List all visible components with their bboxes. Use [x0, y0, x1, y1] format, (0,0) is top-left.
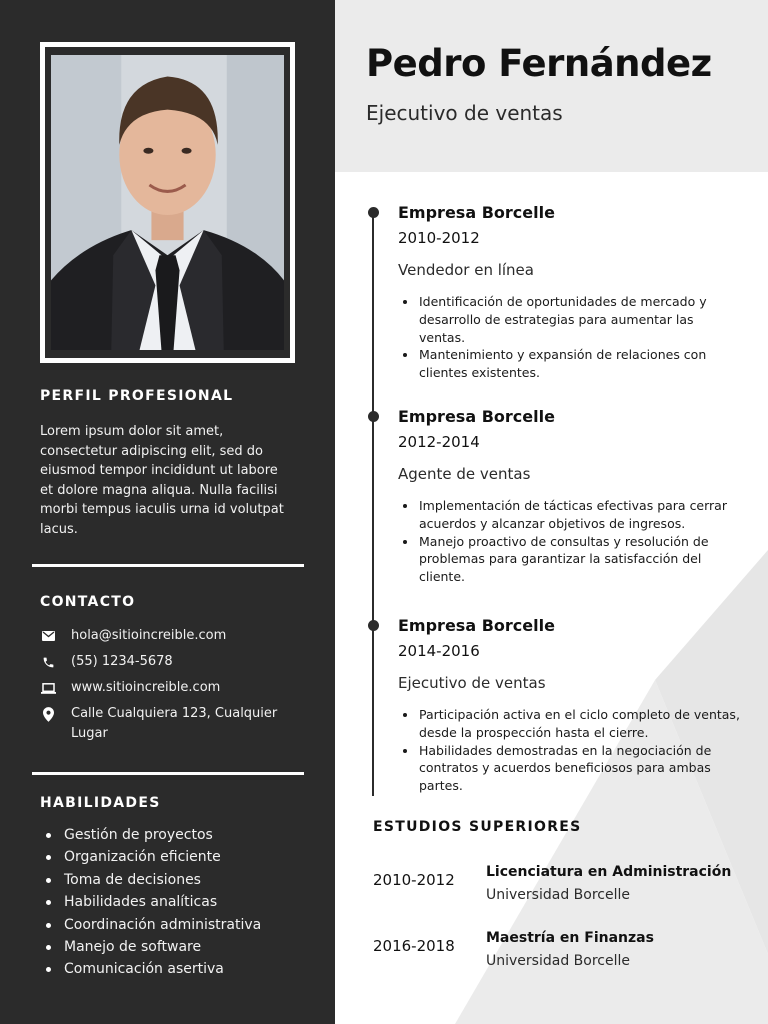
job-bullets: [398, 497, 743, 586]
contact-phone: [40, 652, 300, 672]
email-icon: [40, 626, 56, 646]
job-entry: [398, 203, 743, 382]
job-bullet: Manejo proactivo de consultas y resolución de problemas para garantizar la satisfacción del cliente.: [398, 533, 743, 586]
contact-list: [40, 626, 300, 750]
skill-item: Manejo de software: [40, 936, 310, 958]
job-bullet: Participación activa en el ciclo completo de ventas, desde la prospección hasta el cierre.: [398, 706, 743, 742]
timeline-dot: [368, 411, 379, 422]
skill-item: Gestión de proyectos: [40, 824, 310, 846]
job-bullets: [398, 706, 743, 795]
timeline-dot: [368, 207, 379, 218]
education-degree: Maestría en Finanzas: [486, 930, 654, 946]
skill-item: Organización eficiente: [40, 846, 310, 868]
contact-email: [40, 626, 300, 646]
job-years: 2012-2014: [398, 433, 480, 451]
timeline-dot: [368, 620, 379, 631]
job-entry: [398, 407, 743, 586]
education-heading: ESTUDIOS SUPERIORES: [373, 819, 582, 835]
skill-item: Comunicación asertiva: [40, 958, 310, 980]
phone-icon: [40, 652, 56, 672]
job-bullet: Habilidades demostradas en la negociación de contratos y acuerdos beneficiosos para ambas partes.: [398, 742, 743, 795]
job-title: Ejecutivo de ventas: [398, 674, 546, 692]
contact-address-text: Calle Cualquiera 123, Cualquier Lugar: [71, 706, 278, 741]
job-bullets: [398, 293, 743, 382]
sidebar-divider: [32, 772, 304, 775]
job-title: Agente de ventas: [398, 465, 531, 483]
profile-photo: [51, 55, 284, 350]
skill-item: Toma de decisiones: [40, 869, 310, 891]
location-pin-icon: [40, 704, 56, 724]
job-bullet: Mantenimiento y expansión de relaciones con clientes existentes.: [398, 346, 743, 382]
education-years: 2016-2018: [373, 937, 455, 955]
contact-website: [40, 678, 300, 698]
skill-item: Habilidades analíticas: [40, 891, 310, 913]
job-years: 2010-2012: [398, 229, 480, 247]
job-company: Empresa Borcelle: [398, 407, 555, 426]
timeline-line: [372, 213, 374, 796]
job-title: Vendedor en línea: [398, 261, 534, 279]
profile-text: Lorem ipsum dolor sit amet, consectetur adipiscing elit, sed do eiusmod tempor incididunt ut labore et dolore magna aliqua. Nulla facilisi morbi tempus iaculis urna id volutpat lacus.: [40, 424, 284, 537]
contact-email-text[interactable]: hola@sitioincreible.com: [71, 628, 227, 643]
skill-item: Coordinación administrativa: [40, 914, 310, 936]
sidebar-divider: [32, 564, 304, 567]
candidate-role: Ejecutivo de ventas: [366, 101, 563, 125]
job-entry: [398, 616, 743, 795]
laptop-icon: [40, 678, 56, 698]
sidebar: [0, 0, 335, 1024]
education-years: 2010-2012: [373, 871, 455, 889]
education-degree: Licenciatura en Administración: [486, 864, 732, 880]
skills-heading: HABILIDADES: [40, 795, 161, 811]
job-bullet: Identificación de oportunidades de mercado y desarrollo de estrategias para aumentar las ventas.: [398, 293, 743, 346]
job-years: 2014-2016: [398, 642, 480, 660]
contact-website-text[interactable]: www.sitioincreible.com: [71, 680, 221, 695]
header-band: [335, 0, 768, 172]
job-company: Empresa Borcelle: [398, 616, 555, 635]
education-school: Universidad Borcelle: [486, 953, 630, 969]
contact-address: [40, 704, 300, 744]
skills-list: [40, 824, 310, 981]
profile-photo-frame: [40, 42, 295, 363]
contact-phone-text[interactable]: (55) 1234-5678: [71, 654, 173, 669]
job-company: Empresa Borcelle: [398, 203, 555, 222]
candidate-name: Pedro Fernández: [366, 42, 712, 85]
job-bullet: Implementación de tácticas efectivas para cerrar acuerdos y alcanzar objetivos de ingresos.: [398, 497, 743, 533]
education-school: Universidad Borcelle: [486, 887, 630, 903]
contact-heading: CONTACTO: [40, 594, 136, 610]
profile-heading: PERFIL PROFESIONAL: [40, 388, 234, 404]
